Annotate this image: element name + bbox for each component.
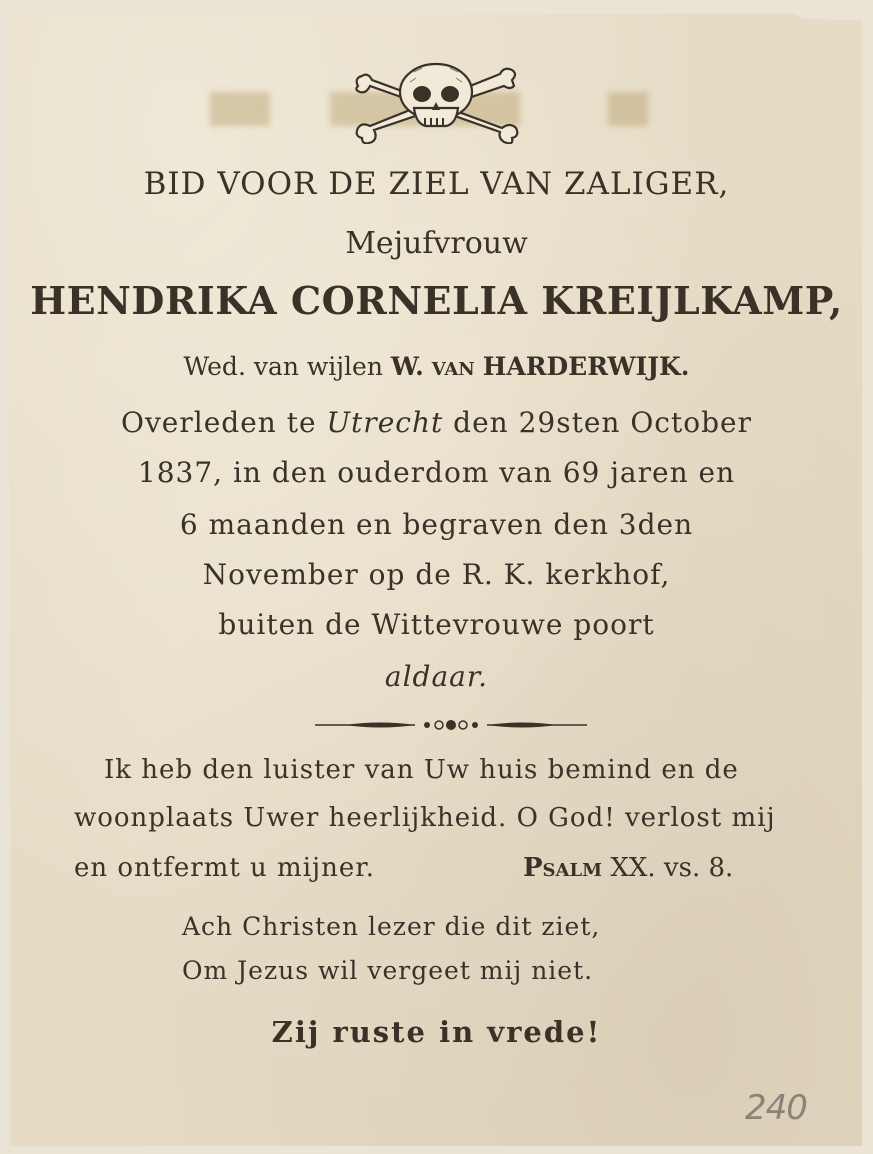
death-line-4: November op de R. K. kerkhof, [202, 558, 671, 591]
death-place: Utrecht [326, 406, 444, 439]
paper-stain [608, 92, 648, 126]
husband-van: van [431, 352, 475, 381]
widow-prefix: Wed. van wijlen [183, 352, 383, 381]
death-line-1-a: Overleden te [121, 406, 317, 439]
skull-and-crossbones-icon [352, 58, 520, 144]
paper-stain [210, 92, 270, 126]
death-line-5: buiten de Wittevrouwe poort [218, 608, 655, 641]
closing-line: Zij ruste in vrede! [271, 1015, 602, 1049]
psalm-label: Psalm [523, 853, 603, 883]
death-line-2: 1837, in den ouderdom van 69 jaren en [137, 456, 736, 489]
quote-line-3: en ontfermt u mijner. [74, 853, 376, 883]
husband-surname: HARDERWIJK. [482, 352, 690, 381]
person-title: Mejufvrouw [345, 226, 528, 261]
death-line-1-b: den 29sten October [453, 406, 752, 439]
header-line: BID VOOR DE ZIEL VAN ZALIGER, [143, 166, 730, 202]
ornamental-divider [315, 716, 587, 734]
psalm-reference [523, 853, 733, 883]
death-line-6: aldaar. [384, 660, 489, 693]
verse-line-1: Ach Christen lezer die dit ziet, [182, 912, 601, 941]
widow-line [0, 352, 873, 381]
person-name: HENDRIKA CORNELIA KREIJLKAMP, [30, 278, 843, 323]
husband-initial: W. [390, 352, 424, 381]
psalm-ref: XX. vs. 8. [610, 853, 734, 883]
quote-line-1: Ik heb den luister van Uw huis bemind en de [104, 755, 739, 785]
death-line-3: 6 maanden en begraven den 3den [179, 508, 694, 541]
quote-line-2: woonplaats Uwer heerlijkheid. O God! verlost mij [74, 803, 776, 833]
pencil-number: 240 [745, 1088, 807, 1128]
verse-line-2: Om Jezus wil vergeet mij niet. [182, 956, 594, 985]
death-line-1 [0, 406, 873, 439]
